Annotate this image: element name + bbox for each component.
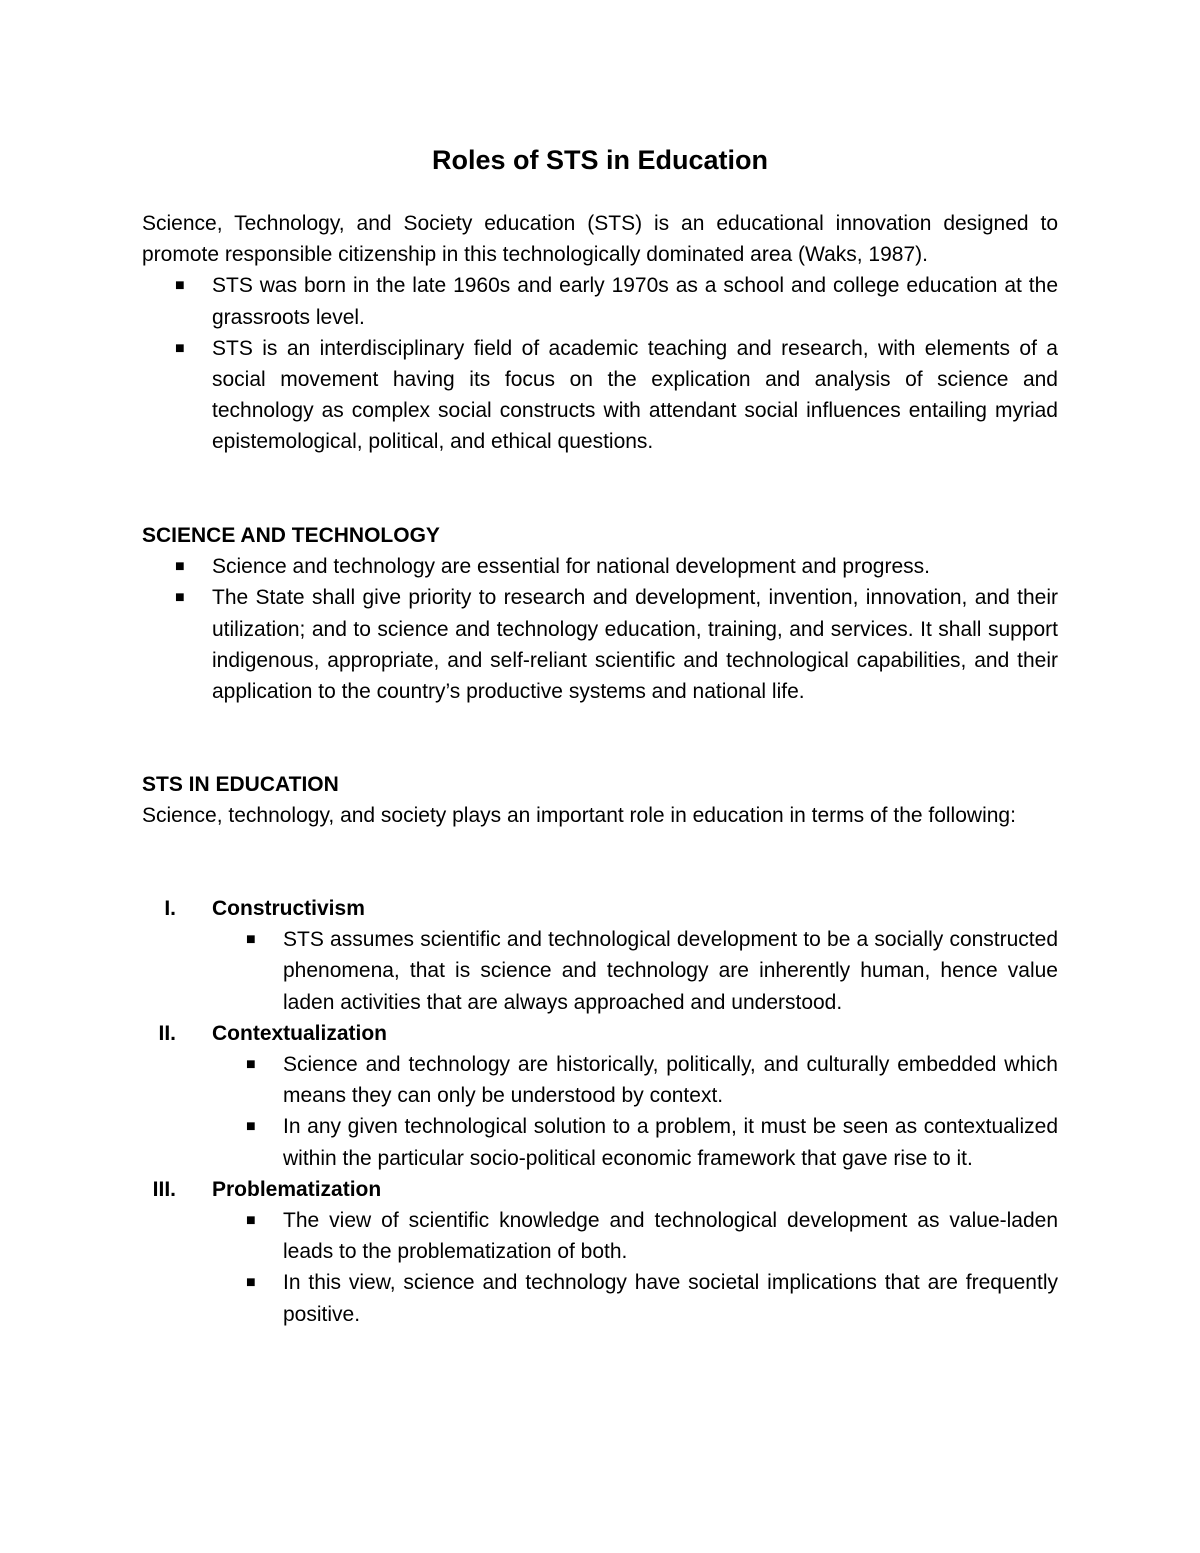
section-heading: STS IN EDUCATION bbox=[142, 773, 339, 796]
intro-paragraph: Science, Technology, and Society education (STS) is an educational innovation designed to promote responsible citizenship in this technologically dominated area (Waks, 1987). bbox=[142, 212, 1058, 267]
square-bullet-icon: ■ bbox=[246, 1056, 256, 1074]
roman-numeral: II. bbox=[158, 1021, 176, 1045]
square-bullet-icon: ■ bbox=[175, 277, 185, 295]
bullet-text: STS is an interdisciplinary field of academic teaching and research, with elements of a social movement having its focus on the explication and analysis of science and technology as complex social constructs with attendant social influences entailing myriad epistemological, political, and ethical questions. bbox=[212, 336, 1058, 454]
intro-bullet-2 bbox=[142, 333, 1058, 458]
bullet-text: The State shall give priority to research and development, invention, innovation, and their utilization; and to science and technology education, training, and services. It shall support indigenous, appropriate, and self-reliant scientific and technological capabilities, and their application to the country’s productive systems and national life. bbox=[212, 586, 1058, 704]
science-technology-section bbox=[142, 520, 1058, 707]
list-item-title: Problematization bbox=[212, 1177, 382, 1201]
science-tech-bullet-1 bbox=[142, 551, 1058, 582]
bullet-text: The view of scientific knowledge and technological development as value-laden leads to the problematization of both. bbox=[283, 1209, 1058, 1264]
section-heading: SCIENCE AND TECHNOLOGY bbox=[142, 524, 440, 547]
contextualization-bullet-2 bbox=[142, 1111, 1058, 1173]
problematization-bullet-1 bbox=[142, 1205, 1058, 1267]
roman-numeral: I. bbox=[164, 897, 176, 920]
bullet-text: STS assumes scientific and technological development to be a socially constructed phenomena, that is science and technology are inherently human, hence value laden activities that are always approached and understood. bbox=[283, 928, 1058, 1014]
intro-section bbox=[142, 208, 1058, 458]
list-item-title: Constructivism bbox=[212, 897, 365, 920]
square-bullet-icon: ■ bbox=[175, 339, 185, 357]
square-bullet-icon: ■ bbox=[175, 589, 185, 607]
list-item-constructivism bbox=[142, 893, 1058, 924]
sts-education-paragraph: Science, technology, and society plays an important role in education in terms of the following: bbox=[142, 804, 1016, 828]
square-bullet-icon: ■ bbox=[246, 1118, 256, 1136]
intro-bullet-1 bbox=[142, 270, 1058, 332]
list-item-title: Contextualization bbox=[212, 1021, 388, 1045]
science-tech-bullet-2 bbox=[142, 582, 1058, 707]
bullet-text: In this view, science and technology have societal implications that are frequently positive. bbox=[283, 1271, 1058, 1326]
constructivism-bullet-1 bbox=[142, 924, 1058, 1018]
problematization-bullet-2 bbox=[142, 1267, 1058, 1329]
list-item-problematization bbox=[142, 1174, 1058, 1205]
square-bullet-icon: ■ bbox=[246, 931, 256, 949]
square-bullet-icon: ■ bbox=[175, 558, 185, 576]
contextualization-bullet-1 bbox=[142, 1049, 1058, 1111]
square-bullet-icon: ■ bbox=[246, 1274, 256, 1292]
square-bullet-icon: ■ bbox=[246, 1212, 256, 1230]
bullet-text: Science and technology are essential for national development and progress. bbox=[212, 555, 930, 579]
bullet-text: Science and technology are historically, politically, and culturally embedded which means they can only be understood by context. bbox=[283, 1053, 1058, 1108]
sts-education-list bbox=[142, 893, 1058, 1330]
sts-education-section bbox=[142, 769, 1058, 831]
bullet-text: In any given technological solution to a problem, it must be seen as contextualized within the particular socio-political economic framework that gave rise to it. bbox=[283, 1115, 1058, 1170]
list-item-contextualization bbox=[142, 1018, 1058, 1049]
page-title: Roles of STS in Education bbox=[431, 145, 769, 175]
roman-numeral: III. bbox=[152, 1177, 176, 1201]
bullet-text: STS was born in the late 1960s and early 1970s as a school and college education at the grassroots level. bbox=[212, 274, 1058, 329]
